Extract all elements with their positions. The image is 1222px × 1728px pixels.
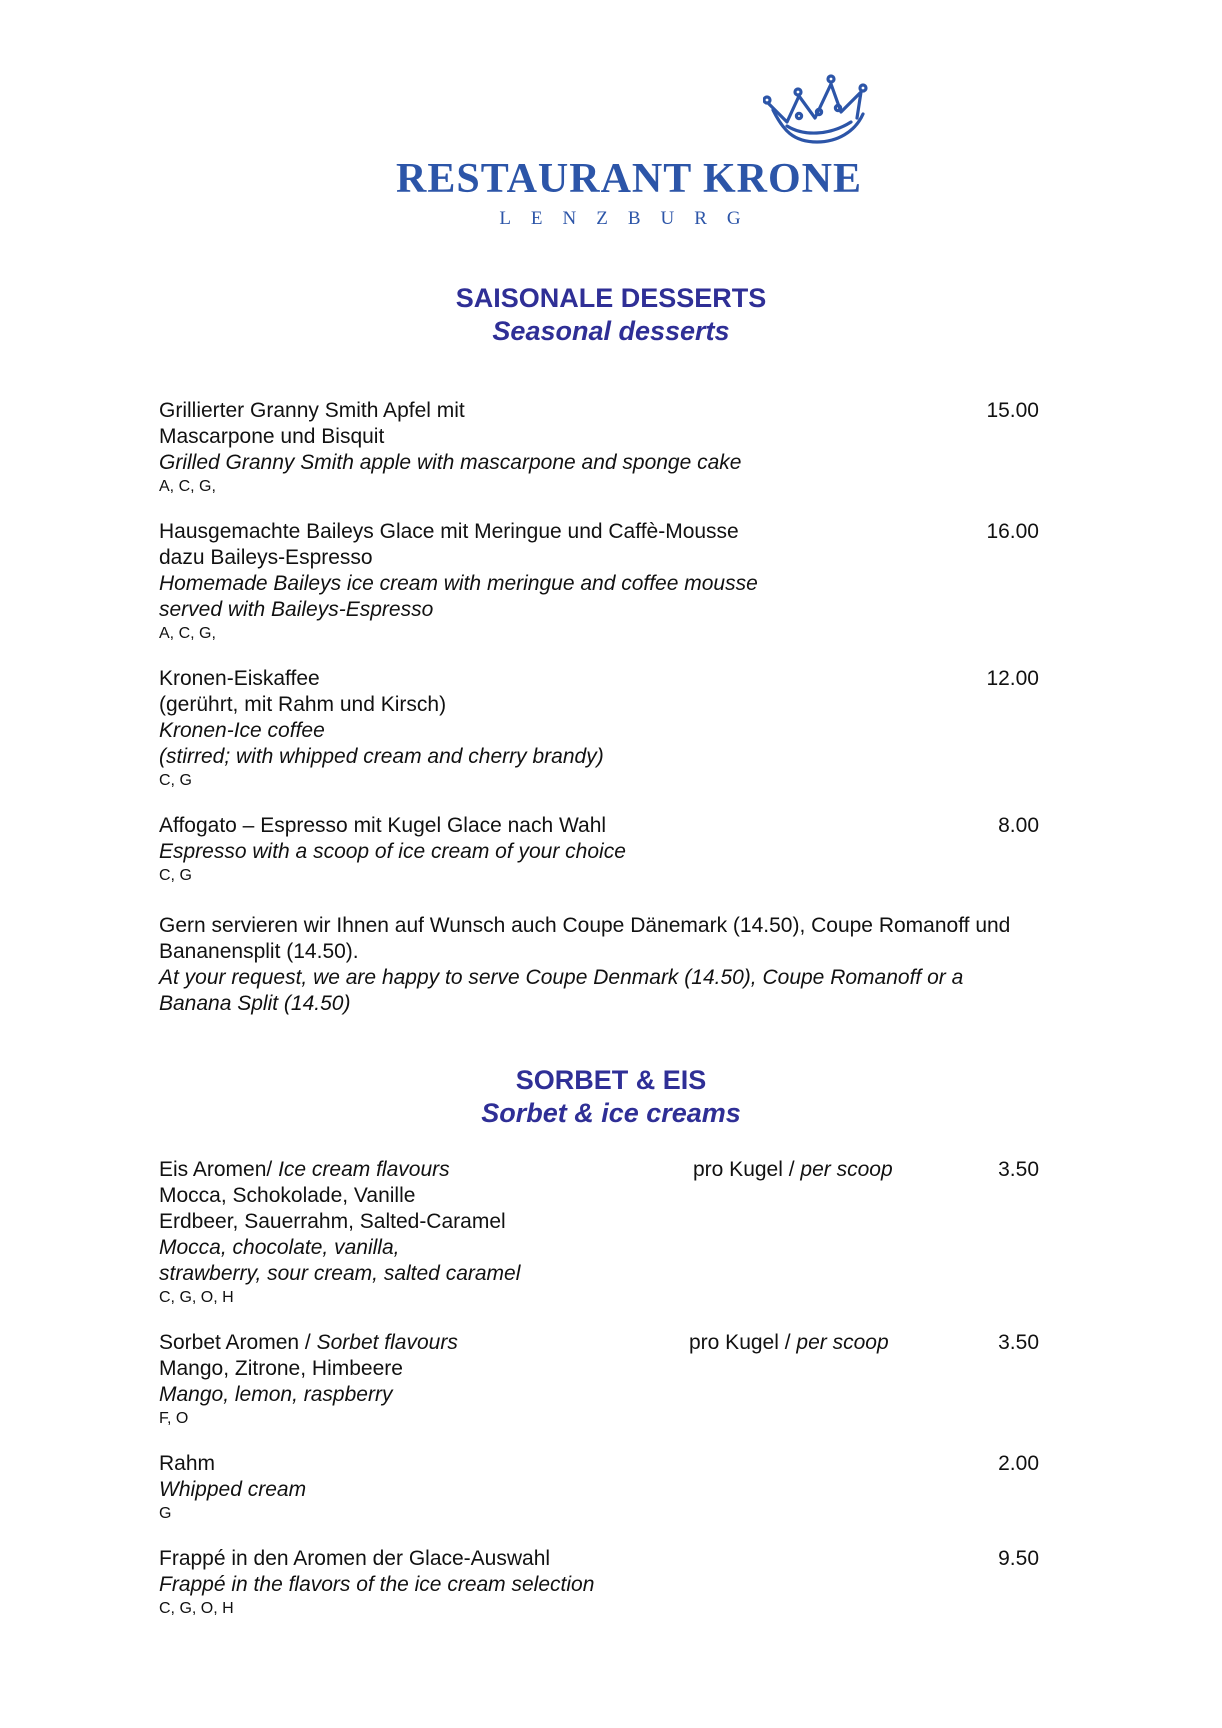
note-en: At your request, we are happy to serve Coupe Denmark (14.50), Coupe Romanoff or a	[159, 966, 964, 989]
menu-item-rahm	[159, 1451, 1039, 1524]
item-name-de: Rahm	[159, 1452, 216, 1475]
item-unit-de: pro Kugel /	[693, 1158, 801, 1181]
item-price: 9.50	[998, 1547, 1039, 1570]
item-unit	[693, 1157, 893, 1183]
item-price: 12.00	[986, 667, 1039, 690]
item-allergens: F, O	[159, 1410, 189, 1427]
menu-item-sorbet-flavours	[159, 1330, 1039, 1429]
item-price: 3.50	[998, 1158, 1039, 1181]
menu-item-frappe	[159, 1546, 1039, 1619]
item-allergens: C, G, O, H	[159, 1289, 234, 1306]
crown-icon	[763, 70, 883, 150]
item-allergens: C, G	[159, 867, 192, 884]
item-unit-en: per scoop	[796, 1331, 889, 1354]
note-de: Gern servieren wir Ihnen auf Wunsch auch Coupe Dänemark (14.50), Coupe Romanoff und	[159, 914, 1011, 937]
section-title-en: Sorbet & ice creams	[481, 1098, 741, 1128]
item-name-de: Hausgemachte Baileys Glace mit Meringue und Caffè-Mousse	[159, 520, 739, 543]
item-price: 3.50	[998, 1331, 1039, 1354]
item-name-de: Affogato – Espresso mit Kugel Glace nach Wahl	[159, 814, 607, 837]
item-title-en: Sorbet flavours	[316, 1331, 458, 1354]
item-flavours-en: Mango, lemon, raspberry	[159, 1383, 393, 1406]
note-en: Banana Split (14.50)	[159, 992, 351, 1015]
menu-item-ice-cream-flavours	[159, 1157, 1039, 1308]
item-unit-de: pro Kugel /	[689, 1331, 797, 1354]
menu-item-baileys-glace	[159, 519, 1039, 644]
item-allergens: G	[159, 1505, 172, 1522]
item-name-en: Kronen-Ice coffee	[159, 719, 325, 742]
item-name-de: Kronen-Eiskaffee	[159, 667, 320, 690]
item-name-en: Espresso with a scoop of ice cream of your choice	[159, 840, 626, 863]
section-title-en: Seasonal desserts	[492, 316, 730, 346]
item-name-en: Frappé in the flavors of the ice cream selection	[159, 1573, 595, 1596]
item-allergens: C, G, O, H	[159, 1600, 234, 1617]
item-title	[159, 1330, 1039, 1356]
restaurant-logo	[0, 0, 1222, 240]
item-price: 8.00	[998, 814, 1039, 837]
item-title	[159, 1157, 1039, 1183]
item-flavours-de: Mocca, Schokolade, Vanille	[159, 1184, 416, 1207]
item-name-de: (gerührt, mit Rahm und Kirsch)	[159, 693, 447, 716]
menu-item-kronen-eiskaffee	[159, 666, 1039, 791]
item-name-en: served with Baileys-Espresso	[159, 598, 434, 621]
item-flavours-de: Erdbeer, Sauerrahm, Salted-Caramel	[159, 1210, 506, 1233]
section-heading-sorbet-eis	[0, 1064, 1222, 1130]
menu-item-granny-smith-apple	[159, 398, 1039, 497]
item-name-de: dazu Baileys-Espresso	[159, 546, 373, 569]
item-allergens: A, C, G,	[159, 478, 216, 495]
item-unit	[689, 1330, 889, 1356]
item-price: 15.00	[986, 399, 1039, 422]
item-name-en: Grilled Granny Smith apple with mascarpone and sponge cake	[159, 451, 742, 474]
section-heading-seasonal-desserts	[0, 282, 1222, 348]
item-name-en: Whipped cream	[159, 1478, 307, 1501]
brand-name: RESTAURANT KRONE	[395, 156, 863, 202]
item-flavours-en: strawberry, sour cream, salted caramel	[159, 1262, 521, 1285]
coupe-note	[159, 913, 1039, 1017]
item-title-de: Sorbet Aromen /	[159, 1331, 317, 1354]
item-name-de: Grillierter Granny Smith Apfel mit	[159, 399, 465, 422]
item-allergens: C, G	[159, 772, 192, 789]
item-title-de: Eis Aromen/	[159, 1158, 279, 1181]
brand-location: LENZBURG	[499, 208, 761, 229]
item-price: 16.00	[986, 520, 1039, 543]
item-name-de: Frappé in den Aromen der Glace-Auswahl	[159, 1547, 551, 1570]
item-flavours-de: Mango, Zitrone, Himbeere	[159, 1357, 403, 1380]
item-title-en: Ice cream flavours	[278, 1158, 450, 1181]
item-allergens: A, C, G,	[159, 625, 216, 642]
item-name-en: (stirred; with whipped cream and cherry brandy)	[159, 745, 604, 768]
section-title-de: SORBET & EIS	[515, 1065, 707, 1095]
menu-item-affogato	[159, 813, 1039, 886]
item-price: 2.00	[998, 1452, 1039, 1475]
note-de: Bananensplit (14.50).	[159, 940, 359, 963]
item-unit-en: per scoop	[800, 1158, 893, 1181]
item-name-en: Homemade Baileys ice cream with meringue and coffee mousse	[159, 572, 758, 595]
item-name-de: Mascarpone und Bisquit	[159, 425, 385, 448]
section-title-de: SAISONALE DESSERTS	[455, 283, 767, 313]
item-flavours-en: Mocca, chocolate, vanilla,	[159, 1236, 400, 1259]
